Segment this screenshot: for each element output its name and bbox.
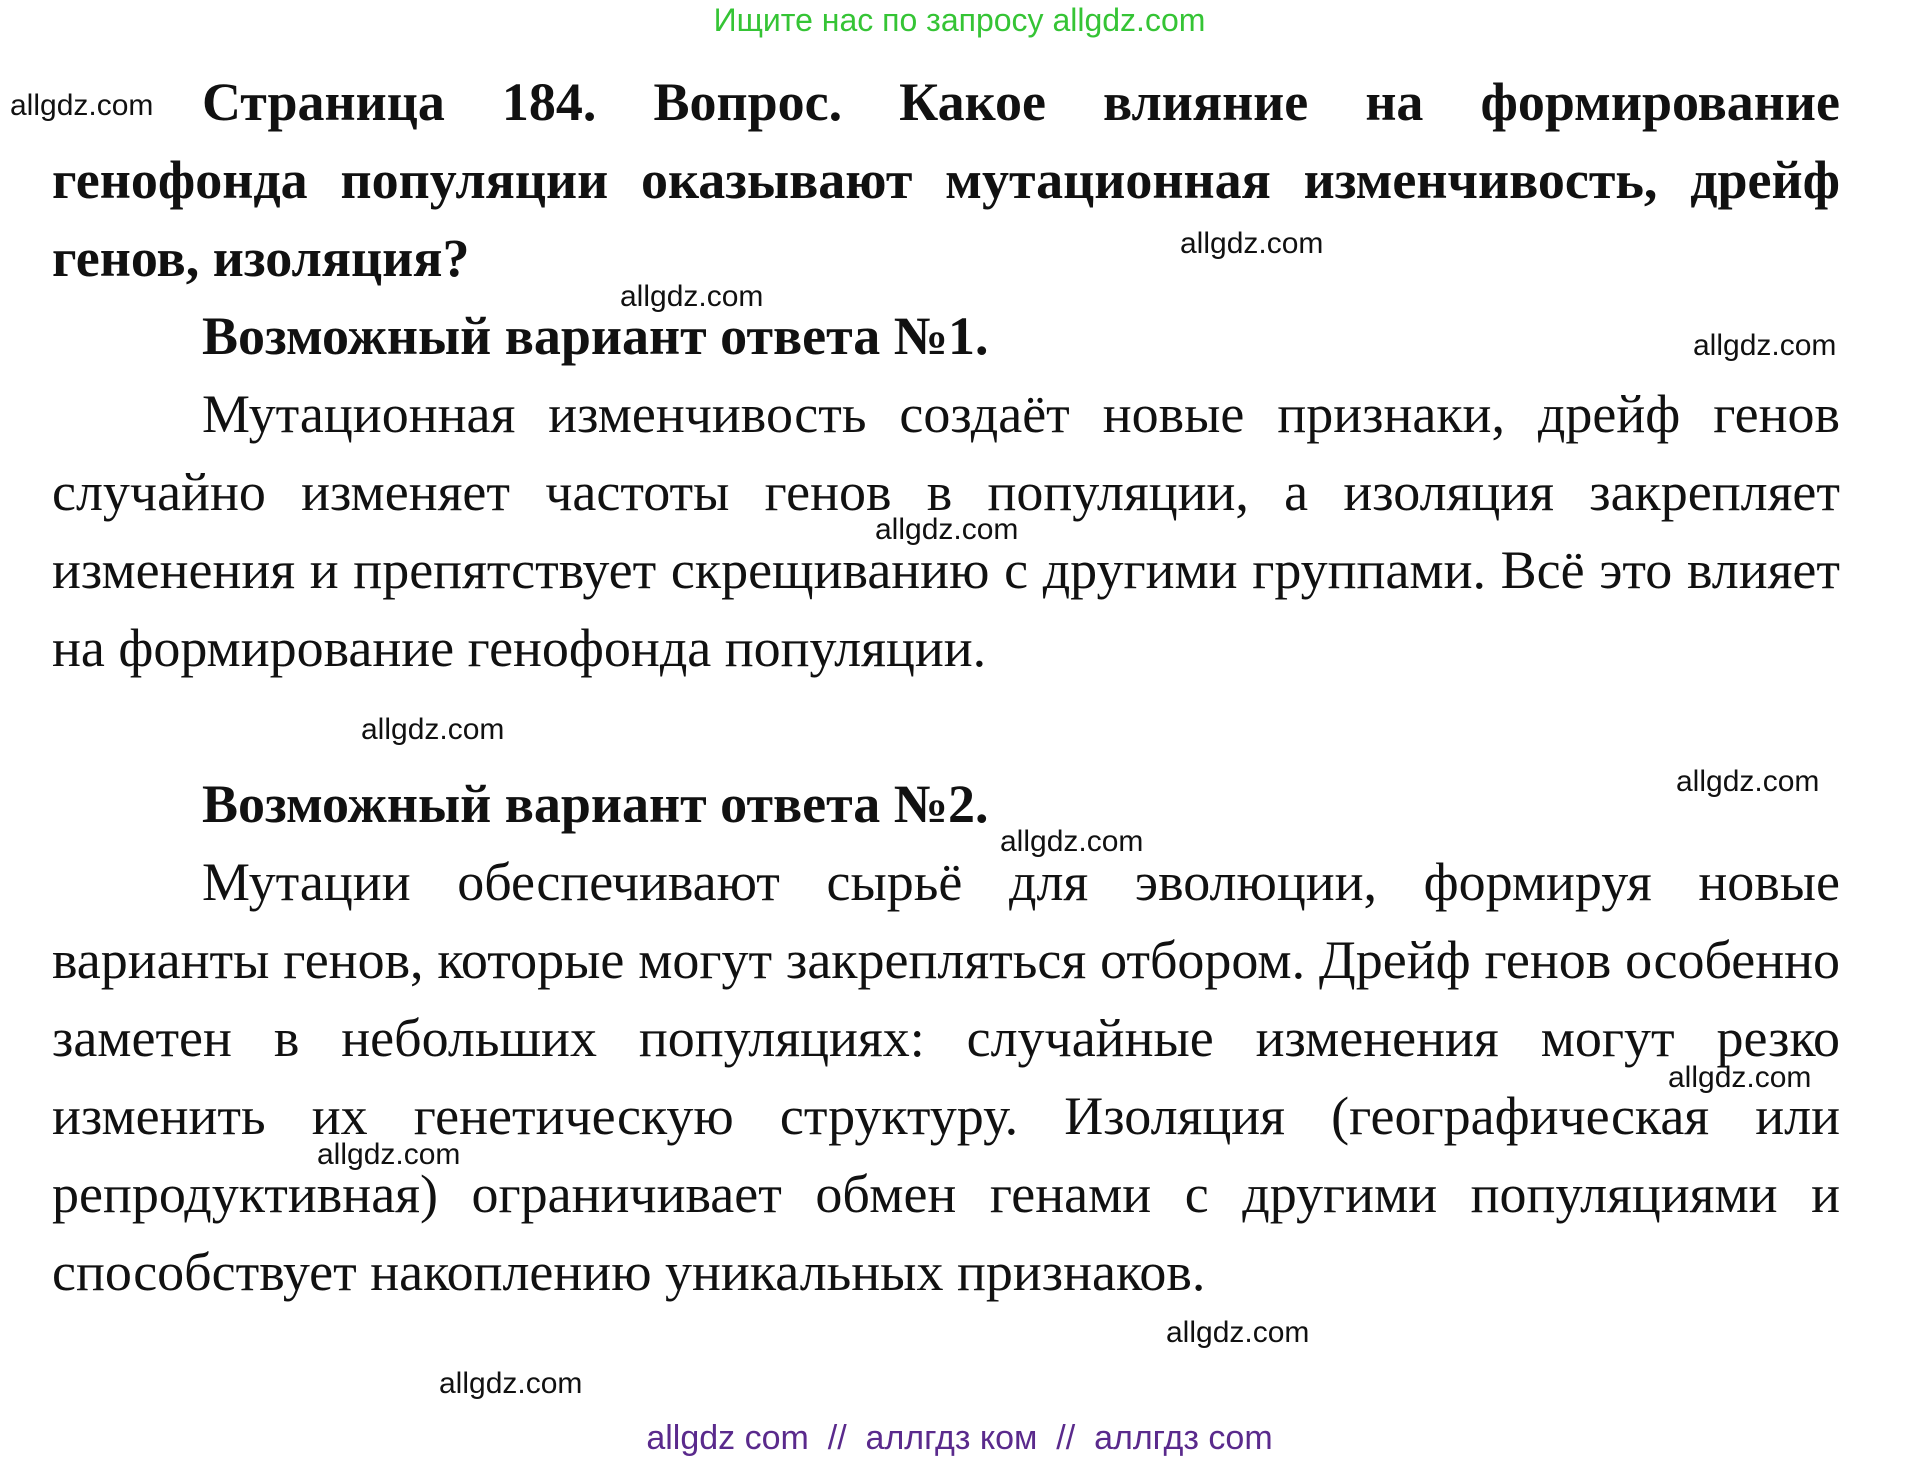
watermark: allgdz.com — [1000, 825, 1144, 858]
answer-2-text: Мутации обеспечивают сырьё для эволюции, формируя новые варианты генов, которые могут закрепляться отбором. Дрейф генов особенно заметен в небольших популяциях: случайные изменения могут резко изменить их генетическую структуру. Изоляция (географическая или репродуктивная) ограничивает обмен генами с другими популяциями и способствует накоплению уникальных признаков. — [52, 852, 1840, 1302]
watermark: allgdz.com — [1668, 1061, 1812, 1094]
question-text: Страница 184. Вопрос. Какое влияние на формирование генофонда популяции оказывают мутационная изменчивость, дрейф генов, изоляция? — [52, 72, 1840, 288]
watermark: allgdz.com — [620, 280, 764, 313]
watermark: allgdz.com — [1166, 1316, 1310, 1349]
watermark: allgdz.com — [10, 89, 154, 122]
watermark: allgdz.com — [1693, 329, 1837, 362]
watermark: allgdz.com — [317, 1138, 461, 1171]
bottom-banner: allgdz com // аллгдз ком // аллгдз com — [646, 1419, 1273, 1457]
watermark: allgdz.com — [439, 1367, 583, 1400]
watermark: allgdz.com — [1676, 765, 1820, 798]
answer-1-text: Мутационная изменчивость создаёт новые признаки, дрейф генов случайно изменяет частоты генов в популяции, а изоляция закрепляет изменения и препятствует скрещиванию с другими группами. Всё это влияет на формирование генофонда популяции. — [52, 384, 1840, 678]
watermark: allgdz.com — [1180, 227, 1324, 260]
watermark: allgdz.com — [875, 513, 1019, 546]
top-banner: Ищите нас по запросу allgdz.com — [713, 2, 1206, 38]
watermark: allgdz.com — [361, 713, 505, 746]
answer-1-heading: Возможный вариант ответа №1. — [202, 306, 989, 366]
answer-2-heading: Возможный вариант ответа №2. — [202, 774, 989, 834]
